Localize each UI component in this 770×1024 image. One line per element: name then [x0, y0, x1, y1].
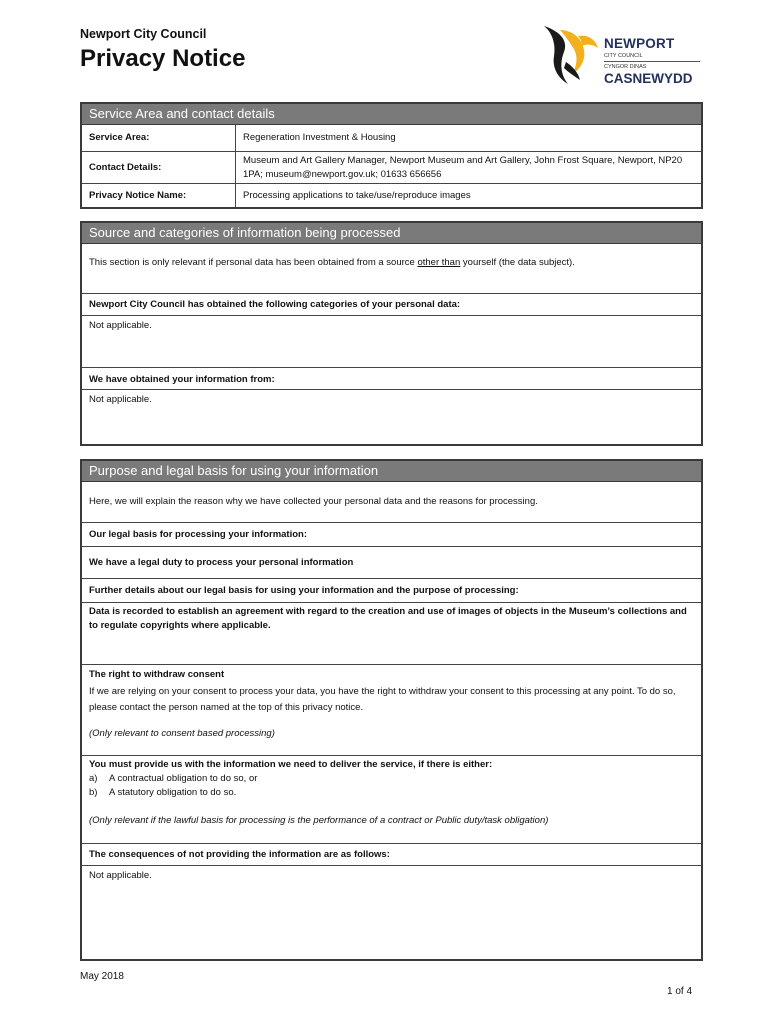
- consequences-value: Not applicable.: [82, 865, 701, 959]
- council-logo: [538, 22, 708, 88]
- org-name: Newport City Council: [80, 27, 207, 41]
- intro-text: This section is only relevant if personal data has been obtained from a source: [89, 257, 418, 268]
- page-title: Privacy Notice: [80, 45, 246, 72]
- intro-text-end: yourself (the data subject).: [460, 257, 575, 268]
- privacy-notice-name-value: Processing applications to take/use/reproduce images: [236, 183, 701, 207]
- list-item-text: A contractual obligation to do so, or: [109, 773, 258, 784]
- list-item: [89, 786, 694, 800]
- source-intro: [82, 244, 701, 293]
- further-details-label: Further details about our legal basis for using your information and the purpose of processing:: [82, 578, 701, 602]
- service-area-label: Service Area:: [82, 125, 236, 151]
- logo-line-casnewydd: CASNEWYDD: [604, 71, 693, 86]
- legal-basis-value: We have a legal duty to process your personal information: [82, 546, 701, 578]
- intro-underlined-text: other than: [417, 257, 461, 268]
- obtained-from-value: Not applicable.: [82, 389, 701, 444]
- contact-details-label: Contact Details:: [82, 151, 236, 183]
- list-marker: a): [89, 773, 98, 784]
- dragon-emblem-icon: [538, 22, 602, 88]
- section-heading: Purpose and legal basis for using your information: [82, 461, 701, 482]
- service-area-value: Regeneration Investment & Housing: [243, 132, 396, 143]
- purpose-intro: Here, we will explain the reason why we have collected your personal data and the reasons for processing.: [89, 496, 538, 507]
- section-heading: Service Area and contact details: [82, 104, 701, 125]
- logo-line-cyngor-dinas: CYNGOR DINAS: [604, 64, 647, 70]
- obtained-from-label: We have obtained your information from:: [82, 367, 701, 389]
- contact-details-value: Museum and Art Gallery Manager, Newport Museum and Art Gallery, John Frost Square, Newport, NP20 1PA; museum@newport.gov.uk; 01633 656656: [236, 151, 701, 183]
- source-categories-section: [80, 221, 703, 446]
- logo-line-newport: NEWPORT: [604, 36, 675, 51]
- withdraw-consent-text: If we are relying on your consent to process your data, you have the right to withdraw your consent to this processing at any point. To do so, please contact the person named at the top of this privacy notice.: [89, 686, 676, 713]
- categories-label: Newport City Council has obtained the following categories of your personal data:: [82, 293, 701, 315]
- list-item-text: A statutory obligation to do so.: [109, 787, 237, 798]
- privacy-notice-name-label: Privacy Notice Name:: [82, 183, 236, 207]
- logo-line-city-council: CITY COUNCIL: [604, 53, 643, 59]
- categories-value: Not applicable.: [82, 315, 701, 367]
- purpose-legal-basis-section: [80, 459, 703, 961]
- withdraw-consent-block: [82, 664, 701, 755]
- page-number: 1 of 4: [667, 986, 693, 997]
- further-details-value: Data is recorded to establish an agreement with regard to the creation and use of images of objects in the Museum’s collections and to regulate copyrights where applicable.: [82, 602, 701, 664]
- provide-information-block: [82, 755, 701, 843]
- logo-divider: [604, 61, 700, 62]
- consequences-label: The consequences of not providing the information are as follows:: [82, 843, 701, 865]
- section-heading: Source and categories of information being processed: [82, 223, 701, 244]
- service-area-section: [80, 102, 703, 209]
- withdraw-consent-note: (Only relevant to consent based processing): [89, 728, 275, 739]
- provide-information-note: (Only relevant if the lawful basis for processing is the performance of a contract or Public duty/task obligation): [89, 815, 549, 826]
- provide-information-label: You must provide us with the information we need to deliver the service, if there is either:: [89, 759, 493, 770]
- list-item: [89, 772, 694, 786]
- footer-date: May 2018: [80, 971, 124, 982]
- list-marker: b): [89, 787, 98, 798]
- legal-basis-label: Our legal basis for processing your information:: [82, 522, 701, 546]
- contact-details-table: [82, 125, 701, 207]
- withdraw-consent-title: The right to withdraw consent: [89, 669, 225, 680]
